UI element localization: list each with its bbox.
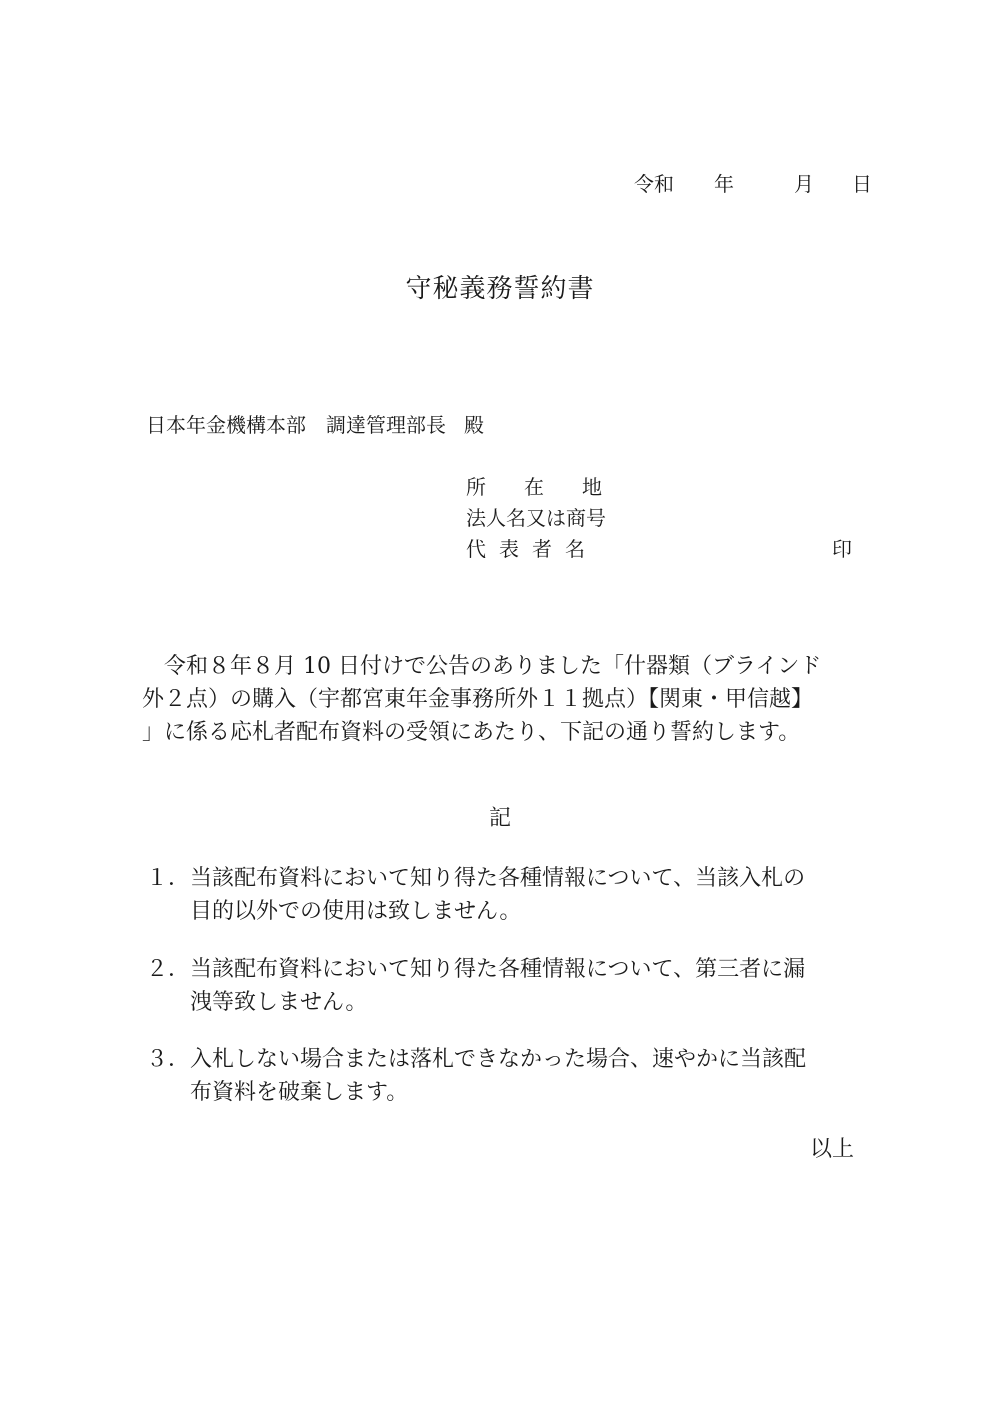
addressee bbox=[146, 412, 484, 438]
item-line: 布資料を破棄します。 bbox=[190, 1080, 409, 1105]
sender-representative-label: 代表者名 bbox=[466, 537, 598, 561]
ki-heading: 記 bbox=[488, 806, 511, 831]
date-month: 月 bbox=[794, 172, 814, 196]
item-line: 入札しない場合または落札できなかった場合、速やかに当該配 bbox=[190, 1047, 807, 1072]
sender-address-label: 所在地 bbox=[466, 475, 640, 499]
closing-mark: 以上 bbox=[810, 1137, 855, 1162]
pledge-item bbox=[146, 953, 858, 1019]
item-number: ３． bbox=[146, 1047, 191, 1072]
pledge-item bbox=[146, 862, 858, 928]
statement-line: 令和８年８月 10 日付けで公告のありました「什器類（ブラインド bbox=[164, 654, 822, 679]
sender-representative-row bbox=[466, 536, 856, 562]
item-line: 洩等致しません。 bbox=[190, 990, 368, 1015]
item-line: 目的以外での使用は致しません。 bbox=[190, 899, 522, 924]
addressee-organization: 日本年金機構本部 bbox=[146, 413, 306, 437]
addressee-honorific: 殿 bbox=[464, 413, 484, 437]
sender-company-label: 法人名又は商号 bbox=[466, 506, 606, 530]
date-day: 日 bbox=[852, 172, 872, 196]
pledge-statement bbox=[142, 650, 858, 749]
sender-address-row bbox=[466, 474, 856, 500]
seal-mark: 印 bbox=[832, 537, 852, 561]
statement-line: 外２点）の購入（宇都宮東年金事務所外１１拠点）【関東・甲信越】 bbox=[142, 687, 814, 712]
item-number: １． bbox=[146, 866, 191, 891]
sender-company-row bbox=[466, 505, 856, 531]
statement-line: 」に係る応札者配布資料の受領にあたり、下記の通り誓約します。 bbox=[142, 720, 801, 745]
pledge-item bbox=[146, 1043, 858, 1109]
date-line bbox=[634, 172, 872, 196]
addressee-department: 調達管理部長 bbox=[326, 413, 446, 437]
date-era: 令和 bbox=[634, 172, 674, 196]
item-line: 当該配布資料において知り得た各種情報について、当該入札の bbox=[190, 866, 806, 891]
date-year: 年 bbox=[714, 172, 734, 196]
item-line: 当該配布資料において知り得た各種情報について、第三者に漏 bbox=[190, 957, 806, 982]
item-number: ２． bbox=[146, 957, 191, 982]
document-title: 守秘義務誓約書 bbox=[405, 274, 595, 304]
